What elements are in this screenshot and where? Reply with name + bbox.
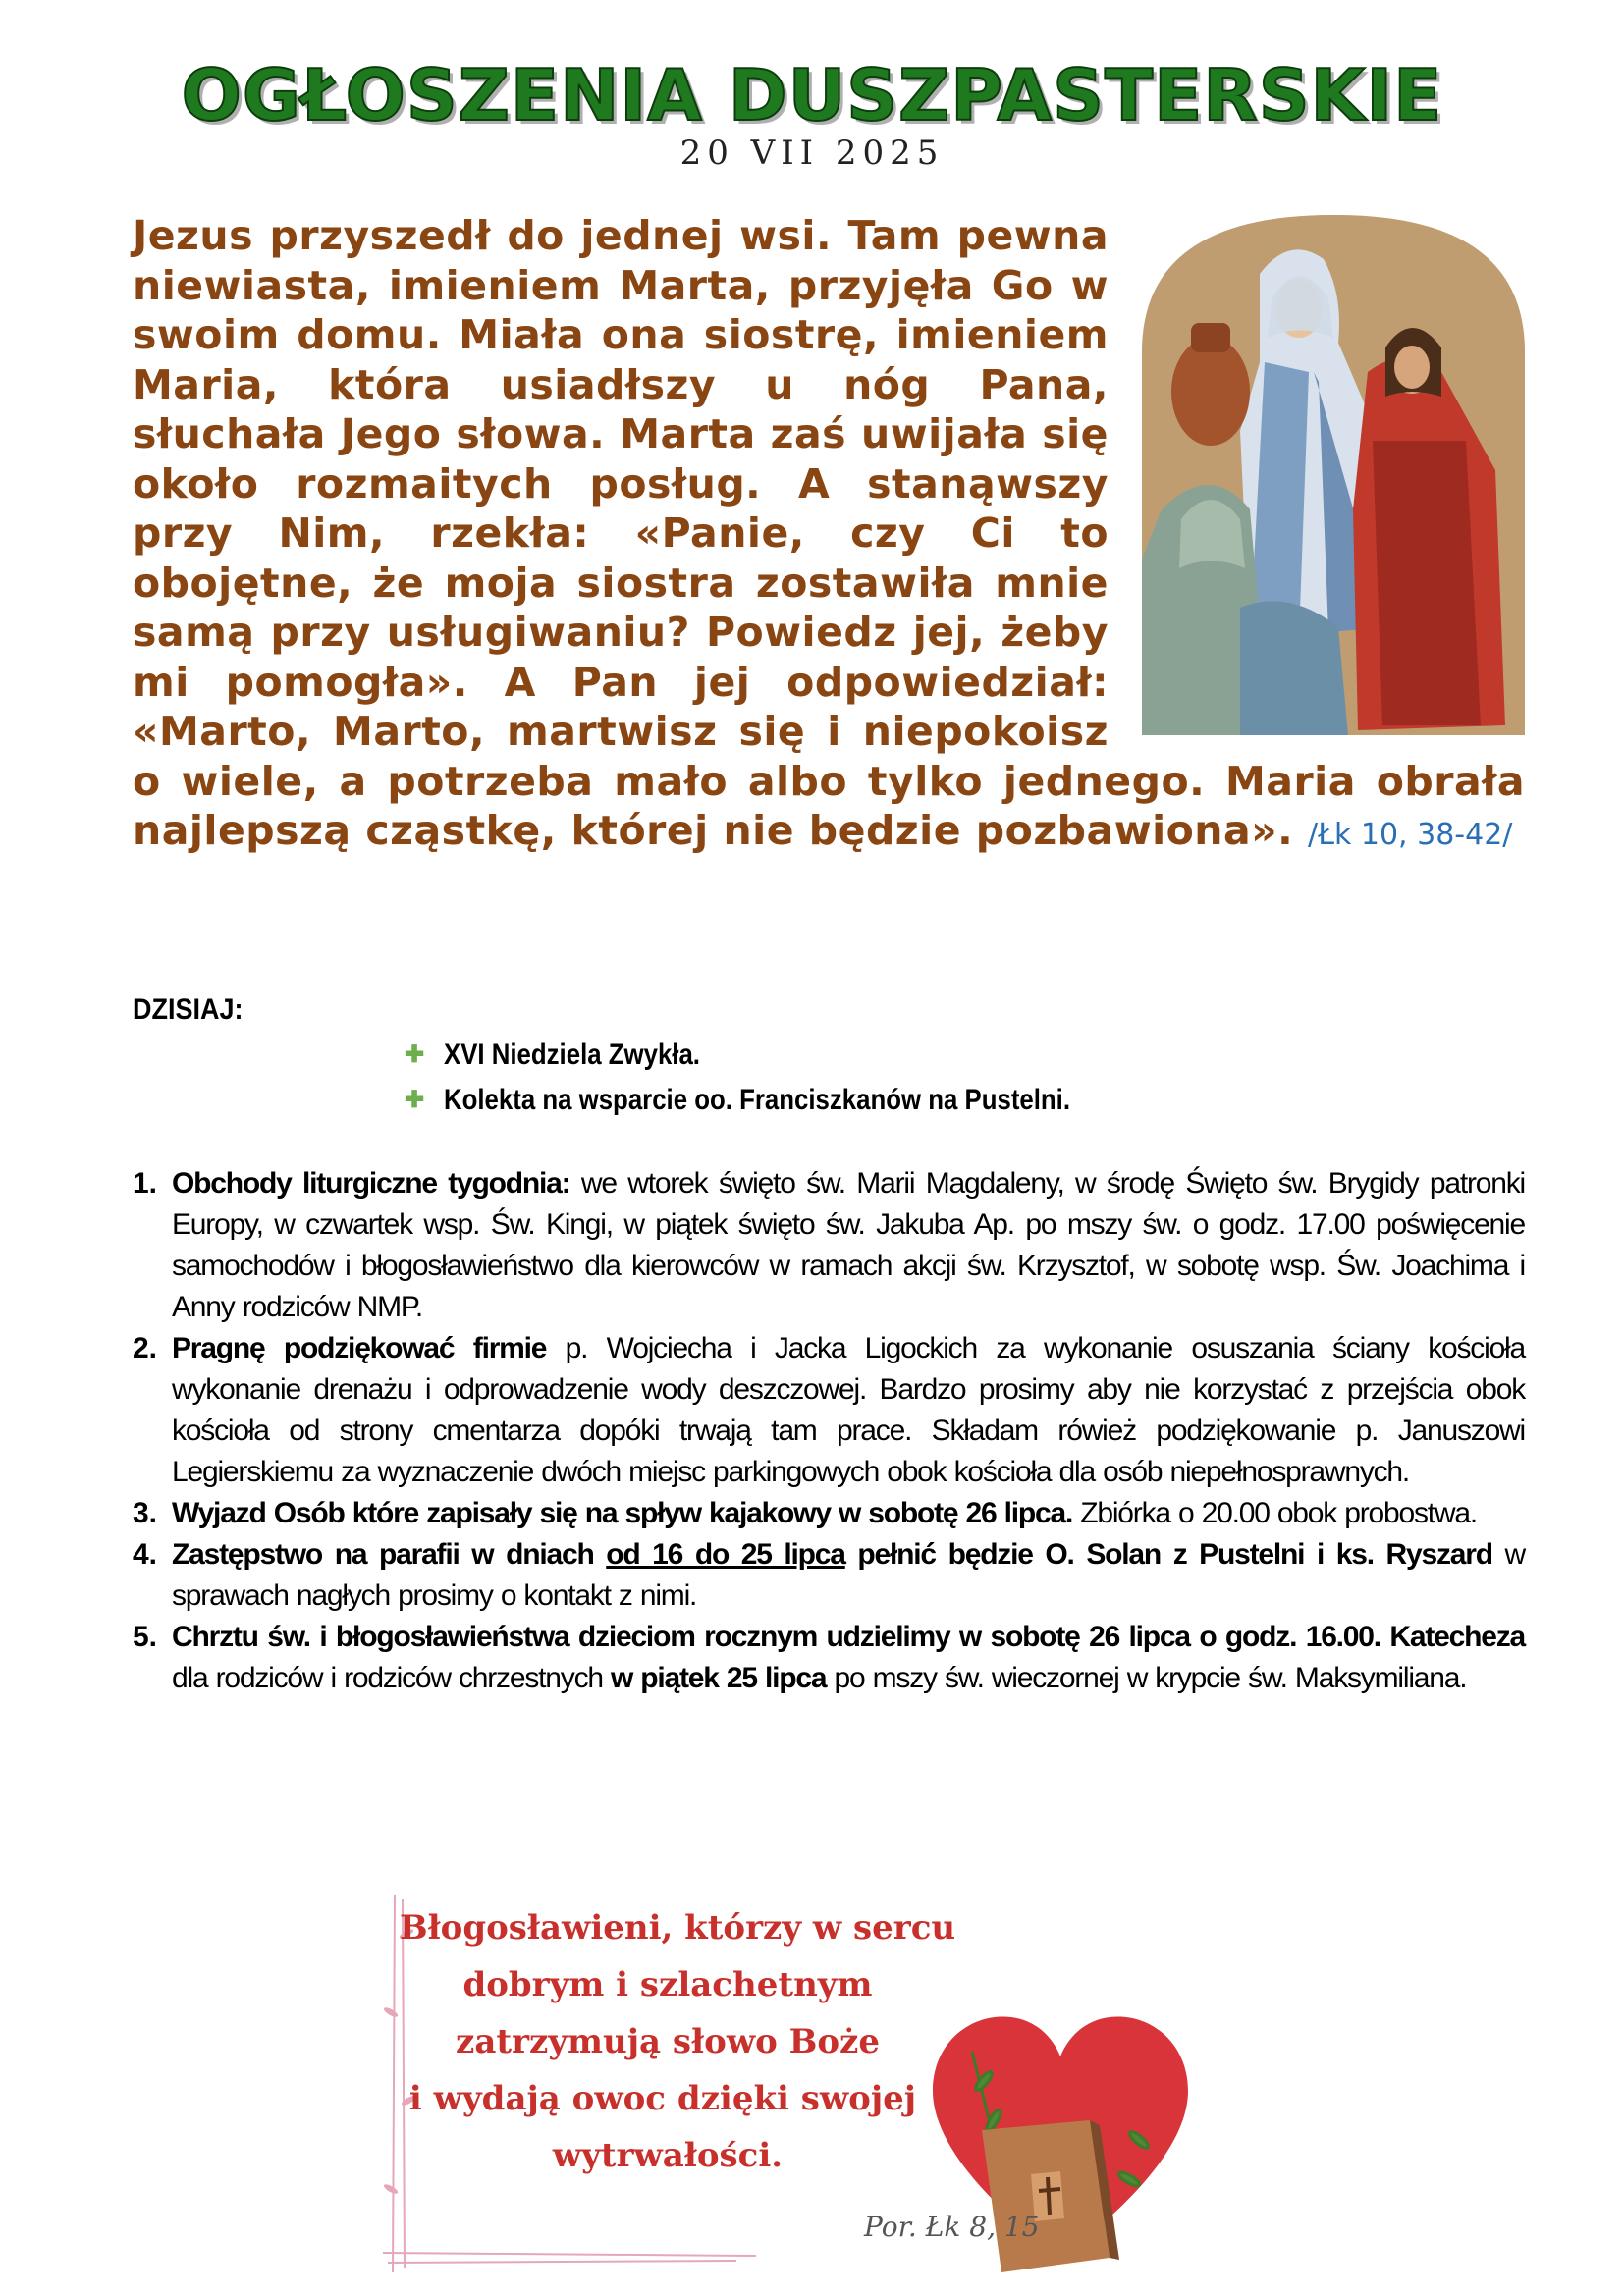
notice-item xyxy=(133,1493,1525,1534)
today-label: DZISIAJ: xyxy=(133,993,244,1026)
notice-bold: Obchody liturgiczne tygodnia: xyxy=(172,1167,570,1200)
notice-number: 3. xyxy=(133,1497,158,1529)
notice-bold: Wyjazd Osób które zapisały się na spływ kajakowy w sobotę 26 lipca. xyxy=(172,1497,1073,1529)
page-title: OGŁOSZENIA DUSZPASTERSKIE xyxy=(181,54,1443,136)
notice-bold: Pragnę podziękować firmie xyxy=(172,1332,547,1364)
today-list xyxy=(405,1033,1172,1123)
page-date: 20 VII 2025 xyxy=(679,133,945,173)
frame-leaves xyxy=(383,1927,416,2195)
quote-line: i wydają owoc dzięki swojej xyxy=(408,2079,917,2118)
notices-list xyxy=(133,1163,1525,1699)
notice-item xyxy=(133,1534,1525,1617)
notice-text: Zbiórka o 20.00 obok probostwa. xyxy=(1072,1497,1477,1529)
quote-line: Błogosławieni, którzy w sercu xyxy=(399,1908,956,1948)
gospel-section xyxy=(133,211,1525,861)
notice-bold: pełnić będzie O. Solan z Pustelni i ks. Ryszard xyxy=(844,1538,1492,1571)
notice-item xyxy=(133,1328,1525,1493)
cross-icon: ✚ xyxy=(405,1041,425,1068)
quote-card xyxy=(383,1895,1267,2277)
quote-line: wytrwałości. xyxy=(552,2136,784,2175)
notice-underline: od 16 do 25 lipca xyxy=(606,1538,845,1571)
notice-text: po mszy św. wieczornej w krypcie św. Maksymiliana. xyxy=(826,1662,1467,1694)
notice-item xyxy=(133,1163,1525,1328)
list-item xyxy=(405,1033,1172,1078)
notice-bold: Chrztu św. i błogosławieństwa dzieciom rocznym udzielimy w sobotę 26 lipca o godz. 16.00. xyxy=(172,1621,1380,1653)
gospel-text: Jezus przyszedł do jednej wsi. Tam pewna niewiasta, imieniem Marta, przyjęła Go w swoim domu. Miała ona siostrę, imieniem Maria, która usiadłszy u nóg Pana, słuchała Jego słowa. Marta zaś uwijała się około rozmaitych posług. A stanąwszy przy Nim, rzekła: «Panie, czy Ci to obojętne, że moja siostra zostawiła mnie samą przy usługiwaniu? Powiedz jej, żeby mi pomogła». A Pan jej odpowiedział: «Marto, Marto, martwisz się i niepokoisz o wiele, a potrzeba mało albo tylko jednego. Maria obrała najlepszą cząstkę, której nie będzie pozbawiona». xyxy=(133,212,1525,854)
today-item-text: Kolekta na wsparcie oo. Franciszkanów na Pustelni. xyxy=(444,1084,1071,1116)
notice-bold: w piątek 25 lipca xyxy=(611,1662,827,1694)
list-item xyxy=(405,1078,1172,1123)
notice-item xyxy=(133,1617,1525,1699)
quote-line: dobrym i szlachetnym xyxy=(462,1965,873,2004)
quote-reference: Por. Łk 8, 15 xyxy=(864,2211,1040,2243)
notice-number: 2. xyxy=(133,1332,158,1364)
notice-number: 5. xyxy=(133,1621,158,1653)
quote-line: zatrzymują słowo Boże xyxy=(456,2022,880,2061)
notice-bold: Zastępstwo na parafii w dniach xyxy=(172,1538,607,1571)
gospel-reference: /Łk 10, 38-42/ xyxy=(1308,818,1513,852)
notice-number: 1. xyxy=(133,1167,158,1200)
bible-icon xyxy=(982,2120,1119,2272)
cross-icon: ✚ xyxy=(405,1087,425,1113)
notice-text: w sprawach nagłych prosimy o kontakt z nimi. xyxy=(172,1538,1525,1612)
notice-number: 4. xyxy=(133,1538,158,1571)
notice-bold: Katecheza xyxy=(1380,1621,1525,1653)
notice-text: we wtorek święto św. Marii Magdaleny, w środę Święto św. Brygidy patronki Europy, w czwartek wsp. Św. Kingi, w piątek święto św. Jakuba Ap. po mszy św. o godz. 17.00 poświęcenie samochodów i błogosławieństwo dla kierowców w ramach akcji św. Krzysztof, w sobotę wsp. Św. Joachima i Anny rodziców NMP. xyxy=(172,1167,1525,1323)
today-item-text: XVI Niedziela Zwykła. xyxy=(444,1039,700,1071)
notice-text: dla rodziców i rodziców chrzestnych xyxy=(172,1662,611,1694)
martha-mary-jesus-illustration xyxy=(1142,215,1525,735)
notice-text: p. Wojciecha i Jacka Ligockich za wykonanie osuszania ściany kościoła wykonanie drenażu i odprowadzenie wody deszczowej. Bardzo prosimy aby nie korzystać z przejścia obok kościoła od strony cmentarza dopóki trwają tam prace. Składam rówież podziękowanie p. Januszowi Legierskiemu za wyznaczenie dwóch miejsc parkingowych obok kościoła dla osób niepełnosprawnych. xyxy=(172,1332,1525,1488)
